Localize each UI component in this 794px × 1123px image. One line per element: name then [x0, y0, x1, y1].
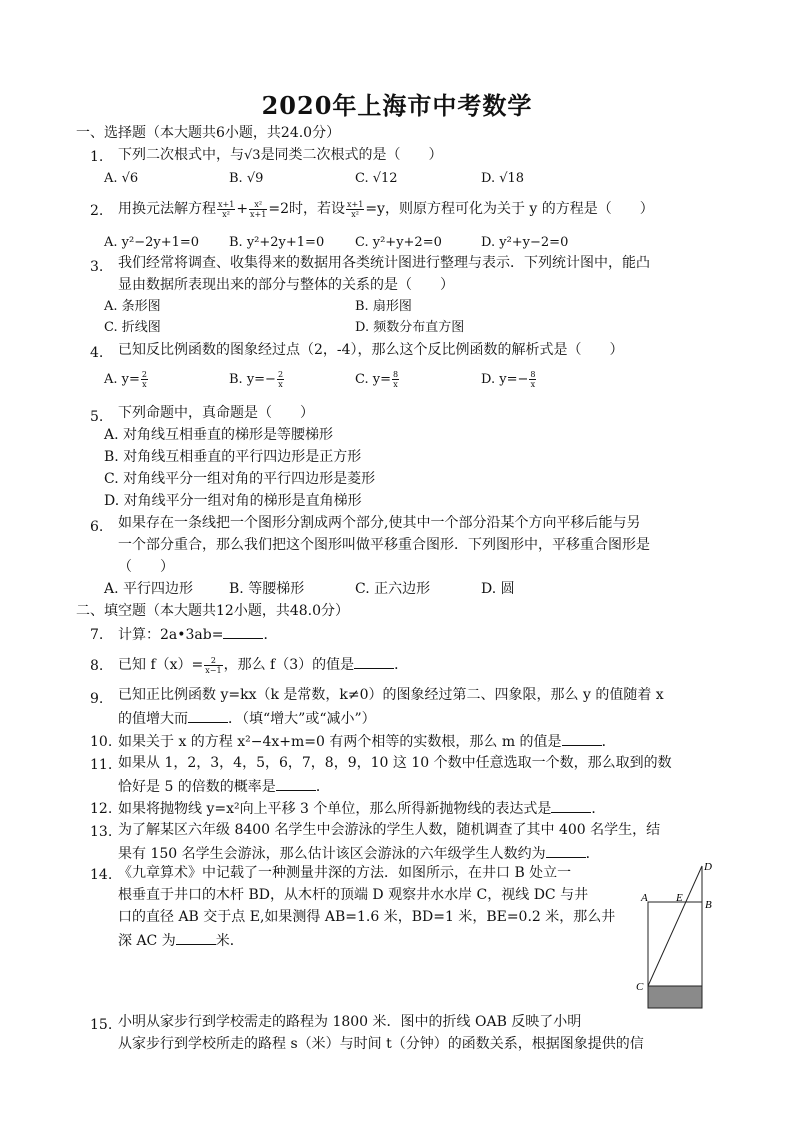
option-c: C. √12	[355, 171, 398, 186]
question-number: 9.	[90, 691, 104, 707]
question-text: 计算：2a•3ab= ．	[118, 624, 277, 644]
option-c: C. 对角线平分一组对角的平行四边形是菱形	[104, 471, 376, 487]
option-b: B. 对角线互相垂直的平行四边形是正方形	[104, 449, 362, 465]
question-text: 从家步行到学校所走的路程 s（米）与时间 t（分钟）的函数关系，根据图象提供的信	[118, 1036, 644, 1052]
option-a: A. 条形图	[104, 299, 161, 314]
option-b: B. y=− $\frac{2}{x}$	[229, 370, 284, 389]
question-text: 的值增大而 ．（填“增大”或“减小”）	[118, 708, 376, 728]
question-number: 8.	[90, 658, 104, 674]
question-text: 下列二次根式中，与√3是同类二次根式的是（ ）	[118, 147, 443, 163]
answer-blank	[546, 843, 586, 858]
question-text: 为了解某区六年级 8400 名学生中会游泳的学生人数，随机调查了其中 400 名学生，结	[118, 822, 661, 838]
question-text: 《九章算术》中记载了一种测量井深的方法．如图所示，在井口 B 处立一	[118, 865, 572, 881]
option-d: D. 频数分布直方图	[355, 320, 465, 335]
option-a: A. y²−2y+1=0	[104, 235, 200, 250]
question-text: 深 AC 为 米．	[118, 930, 244, 950]
question-text: 小明从家步行到学校需走的路程为 1800 米．图中的折线 OAB 反映了小明	[118, 1014, 582, 1030]
label-a: A	[641, 892, 648, 904]
option-c: C. y= $\frac{8}{x}$	[355, 370, 399, 389]
well-diagram	[632, 858, 722, 1018]
option-d: D. 对角线平分一组对角的梯形是直角梯形	[104, 493, 362, 509]
label-c: C	[636, 981, 644, 993]
question-number: 15.	[90, 1017, 113, 1033]
answer-blank	[188, 708, 228, 723]
question-text: 如果存在一条线把一个图形分割成两个部分,使其中一个部分沿某个方向平移后能与另	[118, 515, 641, 531]
label-d: D	[704, 861, 712, 873]
label-e: E	[676, 892, 683, 904]
question-number: 12.	[90, 801, 113, 817]
answer-blank	[276, 776, 316, 791]
question-number: 5.	[90, 409, 104, 425]
question-text: 根垂直于井口的木杆 BD，从木杆的顶端 D 观察井水水岸 C，视线 DC 与井	[118, 887, 589, 903]
question-text: 恰好是 5 的倍数的概率是 ．	[118, 776, 330, 796]
question-text: （ ）	[118, 559, 174, 575]
option-b: B. 等腰梯形	[229, 581, 305, 597]
question-number: 14.	[90, 867, 113, 883]
question-number: 2.	[90, 203, 104, 219]
option-c: C. 正六边形	[355, 581, 431, 597]
option-b: B. 扇形图	[355, 299, 412, 314]
question-text: 已知反比例函数的图象经过点（2，-4），那么这个反比例函数的解析式是（ ）	[118, 342, 624, 358]
fraction: $\frac{\text{x²}}{x+1}$	[250, 199, 267, 219]
option-a: A. √6	[104, 171, 139, 186]
section-heading-choice: 一、选择题（本大题共6小题，共24.0分）	[76, 125, 341, 141]
question-text: 如果关于 x 的方程 x²−4x+m=0 有两个相等的实数根，那么 m 的值是 ．	[118, 731, 616, 751]
question-text: 已知正比例函数 y=kx（k 是常数，k≠0）的图象经过第二、四象限，那么 y 的值随着 x	[118, 687, 664, 703]
answer-blank	[562, 731, 602, 746]
option-c: C. 折线图	[104, 320, 161, 335]
option-a: A. 对角线互相垂直的梯形是等腰梯形	[104, 427, 334, 443]
question-number: 10.	[90, 734, 113, 750]
answer-blank	[223, 624, 263, 639]
question-text: 口的直径 AB 交于点 E,如果测得 AB=1.6 米，BD=1 米，BE=0.2 米，那么井	[118, 909, 616, 925]
option-c: C. y²+y+2=0	[355, 235, 442, 250]
question-text: 已知 f（x）= $\frac{2}{x-1}$ ，那么 f（3）的值是 ．	[118, 655, 409, 675]
fraction: $\frac{x+1}{\text{x²}}$	[218, 199, 235, 219]
question-text: 如果将抛物线 y=x²向上平移 3 个单位，那么所得新抛物线的表达式是 ．	[118, 798, 605, 818]
question-number: 4.	[90, 345, 104, 361]
label-b: B	[705, 899, 712, 911]
option-b: B. y²+2y+1=0	[229, 235, 325, 250]
question-number: 3.	[90, 259, 104, 275]
option-a: A. 平行四边形	[104, 581, 194, 597]
question-text: 下列命题中，真命题是（ ）	[118, 405, 314, 421]
question-number: 13.	[90, 824, 113, 840]
question-number: 7.	[90, 627, 104, 643]
option-a: A. y= $\frac{2}{x}$	[104, 370, 147, 389]
answer-blank	[176, 930, 216, 945]
option-b: B. √9	[229, 171, 264, 186]
option-d: D. √18	[481, 171, 525, 186]
question-text: 显由数据所表现出来的部分与整体的关系的是（ ）	[118, 277, 454, 293]
answer-blank	[551, 798, 591, 813]
question-text: 一个部分重合，那么我们把这个图形叫做平移重合图形．下列图形中，平移重合图形是	[118, 537, 650, 553]
question-text: 我们经常将调查、收集得来的数据用各类统计图进行整理与表示．下列统计图中，能凸	[118, 255, 650, 271]
answer-blank	[354, 654, 394, 669]
page-title: 2020年上海市中考数学	[261, 91, 533, 120]
section-heading-fill: 二、填空题（本大题共12小题，共48.0分）	[76, 603, 349, 619]
sight-line-dc	[648, 866, 702, 986]
question-number: 11.	[90, 757, 113, 773]
option-d: D. 圆	[481, 581, 515, 597]
question-text: 用换元法解方程 $\frac{x+1}{\text{x²}}$ + $\frac{\text{x²}}{x+1}$ =2时，若设 $\frac{x+1}{\text{x²}}$ =y，则原方程可化为关于 y 的方程是（ ）	[118, 199, 654, 219]
question-number: 6.	[90, 519, 104, 535]
fraction: $\frac{x+1}{\text{x²}}$	[347, 199, 364, 219]
option-d: D. y²+y−2=0	[481, 235, 569, 250]
question-text: 如果从 1，2，3，4，5，6，7，8，9，10 这 10 个数中任意选取一个数，那么取到的数	[118, 755, 672, 771]
option-d: D. y=− $\frac{8}{x}$	[481, 370, 536, 389]
water-surface	[648, 986, 702, 1008]
question-number: 1.	[90, 149, 104, 165]
question-text: 果有 150 名学生会游泳，那么估计该区会游泳的六年级学生人数约为 ．	[118, 843, 600, 863]
